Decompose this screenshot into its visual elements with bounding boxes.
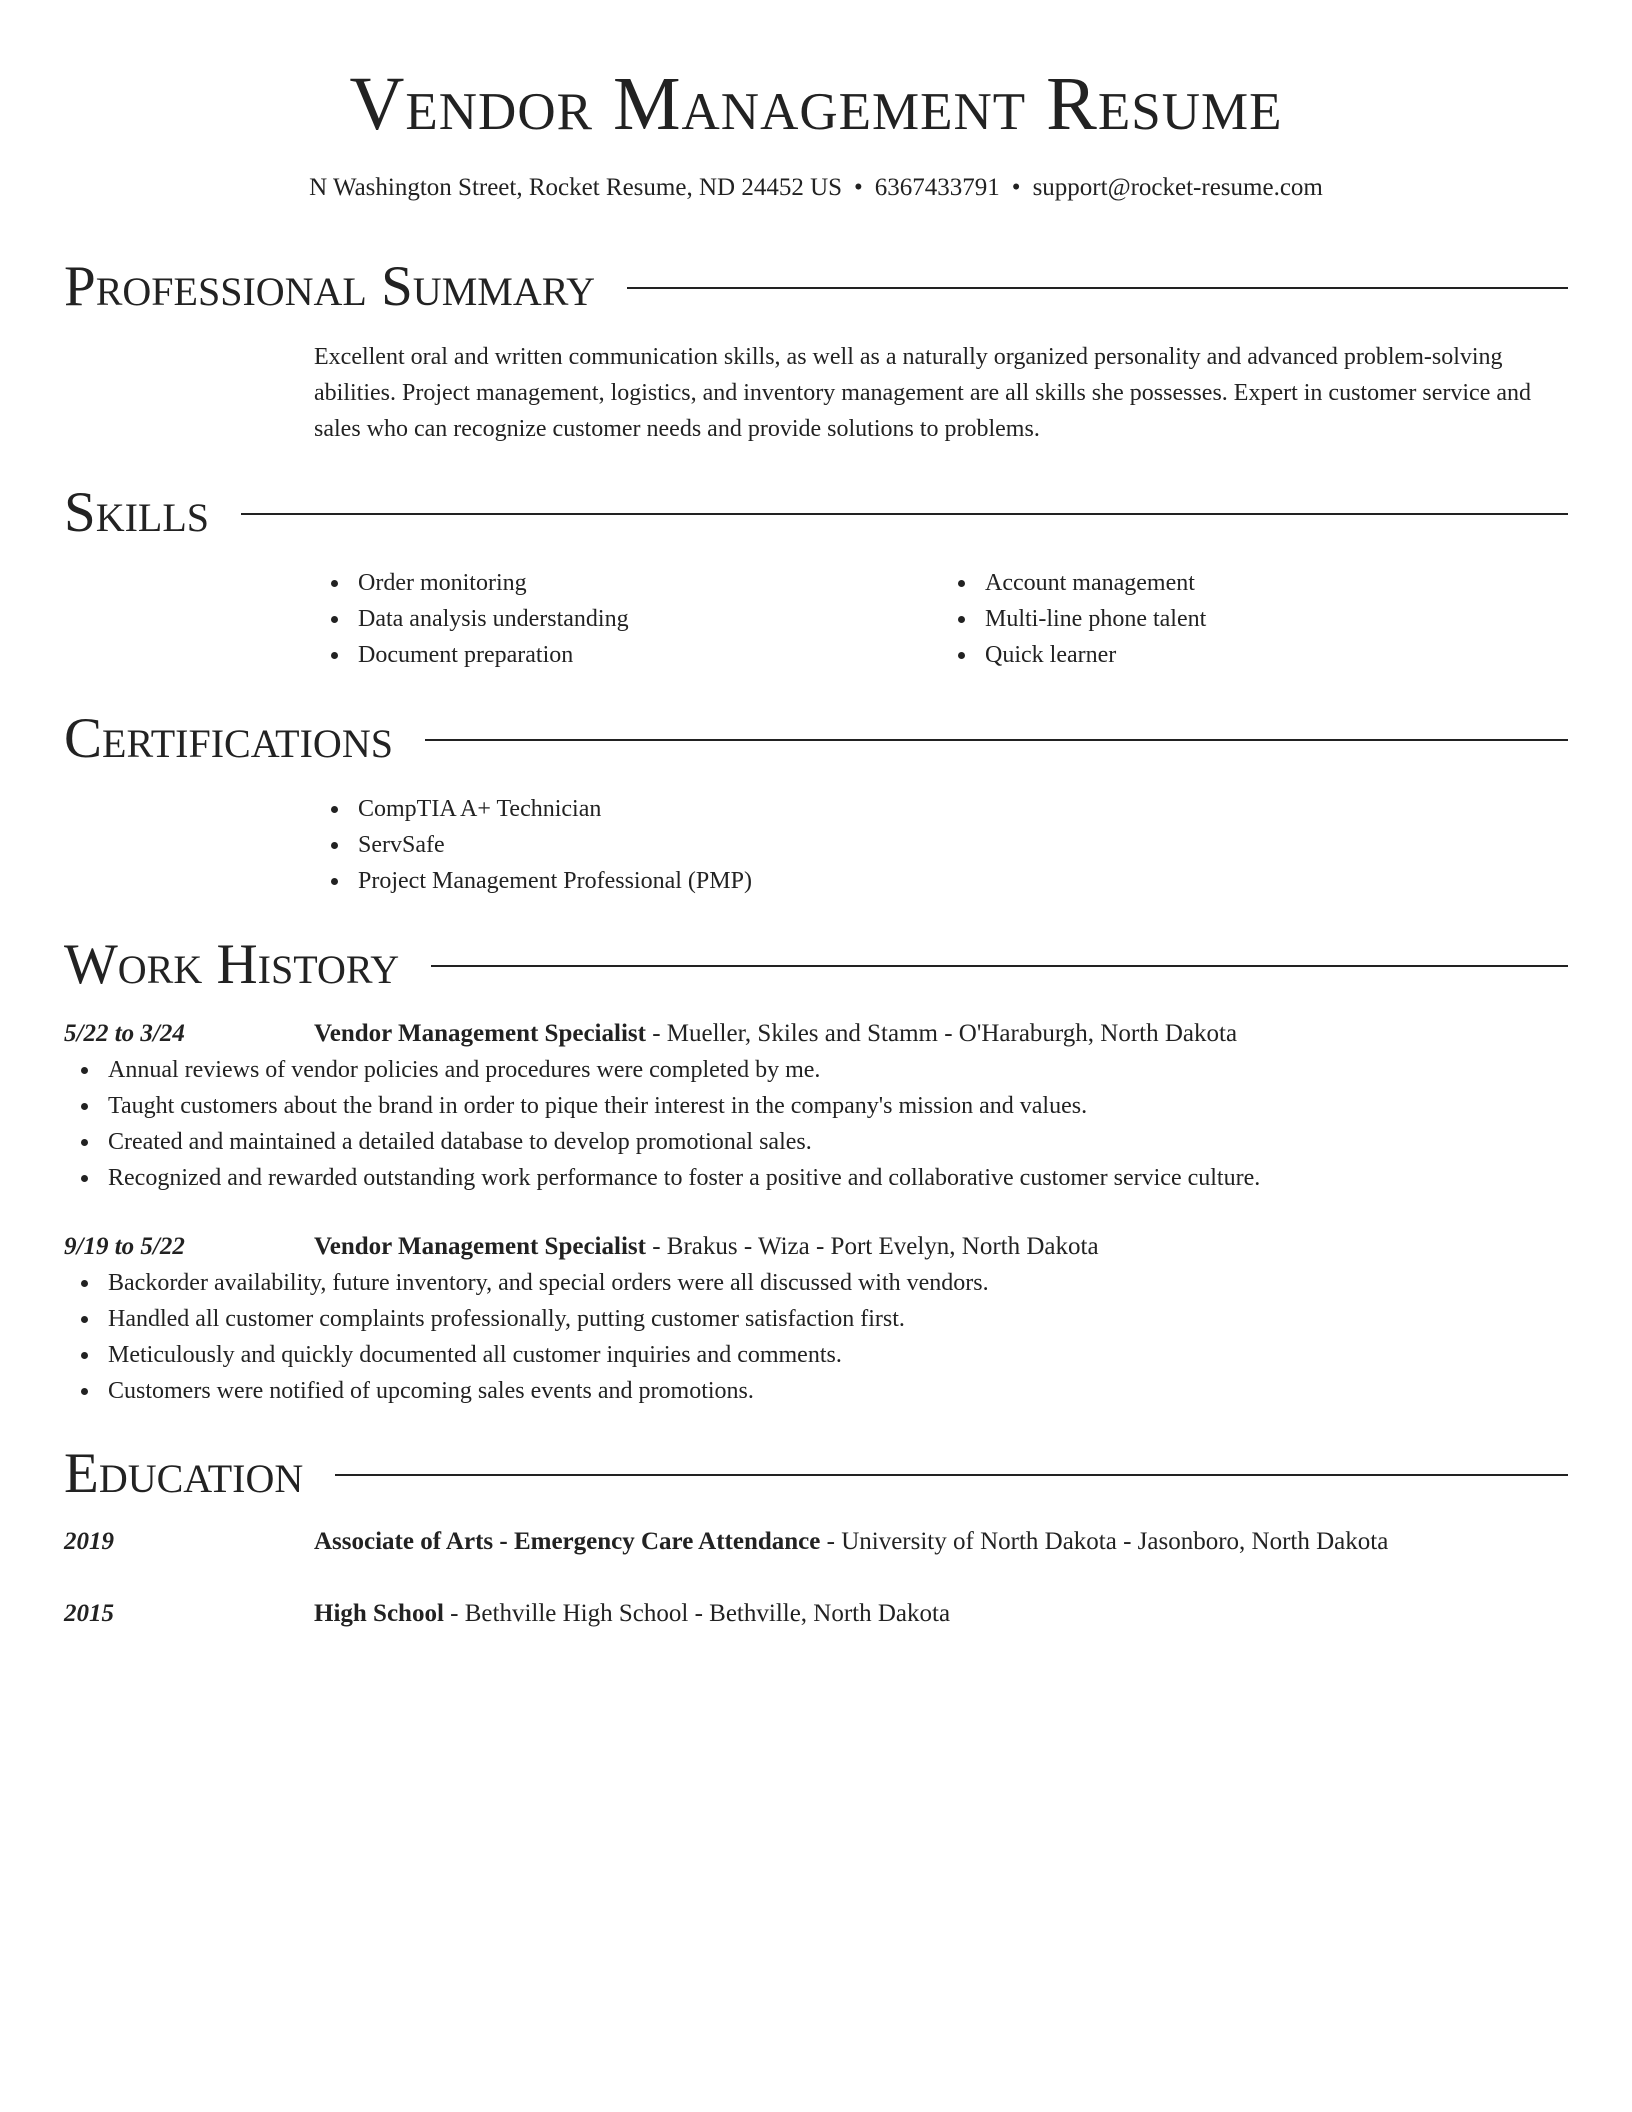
skills-heading-row [64,481,1568,545]
job-title-line [314,1016,1237,1052]
education-degree: Associate of Arts - Emergency Care Attendance [314,1528,821,1555]
job-details: - Mueller, Skiles and Stamm - O'Haraburgh, North Dakota [645,1020,1238,1047]
job-entry [64,1016,1568,1196]
skills-list-left [314,565,941,673]
education-entry [64,1524,1568,1560]
certifications-section [64,707,1568,899]
skills-list-right [941,565,1568,673]
certification-item: Project Management Professional (PMP) [358,863,1568,899]
section-divider [241,513,1568,515]
skill-item: Data analysis understanding [358,601,941,637]
education-title-line [314,1596,950,1632]
skill-item: Quick learner [985,637,1568,673]
education-heading-row [64,1442,1568,1506]
work-heading: Work History [64,933,400,996]
job-bullet: Recognized and rewarded outstanding work performance to foster a positive and collaborative customer service culture. [108,1160,1568,1196]
education-heading: Education [64,1442,304,1505]
education-entries [64,1524,1568,1632]
job-bullets [64,1265,1568,1409]
job-dates: 5/22 to 3/24 [64,1020,185,1047]
skills-grid [314,565,1568,673]
education-degree: High School [314,1600,444,1627]
contact-address: N Washington Street, Rocket Resume, ND 24452 US [309,174,843,201]
education-details: - University of North Dakota - Jasonboro, North Dakota [820,1528,1389,1555]
job-header [64,1229,1568,1265]
skills-section [64,481,1568,673]
work-heading-row [64,933,1568,997]
contact-line [64,172,1568,204]
work-entries [64,1016,1568,1409]
certifications-list [314,791,1568,899]
contact-separator: • [1011,174,1021,201]
education-details: - Bethville High School - Bethville, North Dakota [443,1600,951,1627]
education-year: 2019 [64,1528,114,1555]
job-entry [64,1229,1568,1409]
education-header [64,1596,1568,1632]
certification-item: CompTIA A+ Technician [358,791,1568,827]
summary-section [64,255,1568,447]
section-divider [425,739,1568,741]
job-bullet: Meticulously and quickly documented all customer inquiries and comments. [108,1337,1568,1373]
certification-item: ServSafe [358,827,1568,863]
contact-phone: 6367433791 [874,174,1000,201]
job-bullet: Customers were notified of upcoming sales events and promotions. [108,1373,1568,1409]
section-divider [335,1474,1568,1476]
job-header [64,1016,1568,1052]
certifications-body [314,791,1568,899]
summary-heading-row [64,255,1568,319]
education-title-line [314,1524,1388,1560]
job-bullet: Handled all customer complaints professionally, putting customer satisfaction first. [108,1301,1568,1337]
section-divider [627,287,1568,289]
education-header [64,1524,1568,1560]
certifications-heading: Certifications [64,707,393,770]
contact-separator: • [854,174,863,201]
job-role: Vendor Management Specialist [314,1020,646,1047]
education-year: 2015 [64,1600,114,1627]
certifications-heading-row [64,707,1568,771]
summary-text: Excellent oral and written communication skills, as well as a naturally organized personality and advanced problem-solving abilities. Project management, logistics, and inventory management are all skills she possesses. Expert in customer service and sales who can recognize customer needs and provide solutions to problems. [314,344,1532,442]
skill-item: Multi-line phone talent [985,601,1568,637]
skill-item: Document preparation [358,637,941,673]
summary-heading: Professional Summary [64,255,596,318]
job-bullets [64,1052,1568,1196]
job-details: - Brakus - Wiza - Port Evelyn, North Dakota [645,1233,1099,1260]
job-role: Vendor Management Specialist [314,1233,646,1260]
section-divider [431,965,1568,967]
work-history-section [64,933,1568,1409]
job-dates: 9/19 to 5/22 [64,1233,185,1260]
job-bullet: Created and maintained a detailed database to develop promotional sales. [108,1124,1568,1160]
resume-title: Vendor Management Resume [349,62,1283,146]
skill-item: Account management [985,565,1568,601]
education-section [64,1442,1568,1632]
job-bullet: Taught customers about the brand in order to pique their interest in the company's mission and values. [108,1088,1568,1124]
skills-heading: Skills [64,481,210,544]
skill-item: Order monitoring [358,565,941,601]
job-bullet: Backorder availability, future inventory, and special orders were all discussed with vendors. [108,1265,1568,1301]
contact-email: support@rocket-resume.com [1032,174,1323,201]
job-title-line [314,1229,1099,1265]
education-entry [64,1596,1568,1632]
job-bullet: Annual reviews of vendor policies and procedures were completed by me. [108,1052,1568,1088]
summary-body [314,339,1568,447]
